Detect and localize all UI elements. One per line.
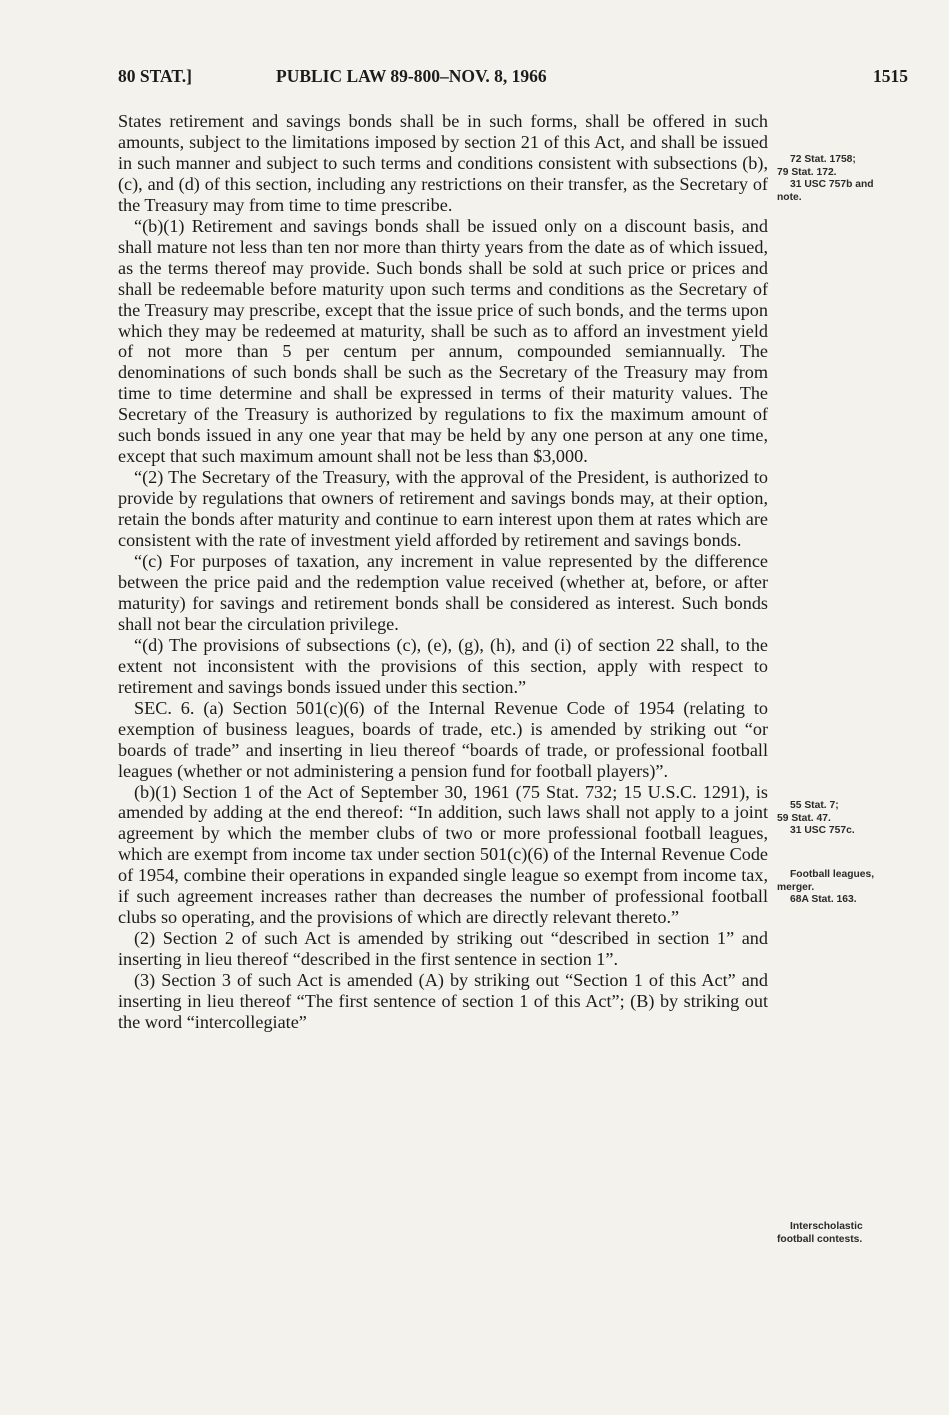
sidenote-statute-citation: 55 Stat. 7; 59 Stat. 47. 31 USC 757c. (777, 800, 855, 836)
paragraph-continuation: States retirement and savings bonds shall be in such forms, shall be offered in such amounts, subject to the limitations imposed by section 21 of this Act, and shall be issued in such manner and subject to such terms and conditions consistent with subsections (b), (c), and (d) of this section, including any restrictions on their transfer, as the Secretary of the Treasury may from time to time prescribe. (118, 111, 768, 215)
paragraph-c: “(c) For purposes of taxation, any increment in value represented by the difference between the price paid and the redemption value received (whether at, before, or after maturity) for savings and retirement bonds shall be considered as interest. Such bonds shall not bear the circulation privilege. (118, 551, 768, 634)
paragraph-b1: “(b)(1) Retirement and savings bonds shall be issued only on a discount basis, and shall mature not less than ten nor more than thirty years from the date as of which issued, as the terms thereof may provide. Such bonds shall be sold at such price or prices and shall be redeemable before maturity upon such terms and conditions as the Secretary of the Treasury may prescribe, except that the issue price of such bonds, and the terms upon which they may be redeemed at maturity, shall be such as to afford an investment yield of not more than 5 per centum per annum, compounded semiannually. The denominations of such bonds shall be such as the Secretary of the Treasury may from time to time determine and shall be expressed in terms of their maturity values. The Secretary of the Treasury is authorized by regulations to fix the maximum amount of such bonds issued in any one year that may be held by any one person at any one time, except that such maximum amount shall not be less than $3,000. (118, 215, 768, 467)
sidenote-interscholastic: Interscholastic football contests. (777, 1221, 863, 1245)
page-number: 1515 (873, 66, 908, 86)
statute-volume: 80 STAT.] (118, 66, 192, 86)
sidenote-football-leagues: Football leagues, merger. 68A Stat. 163. (777, 869, 875, 905)
paragraph-sec6a: SEC. 6. (a) Section 501(c)(6) of the Internal Revenue Code of 1954 (relating to exemption of business leagues, boards of trade, etc.) is amended by striking out “or boards of trade” and inserting in lieu thereof “boards of trade, or professional football leagues (whether or not administering a pension fund for football players)”. (118, 697, 768, 781)
sidenote-statute-citation: 72 Stat. 1758; 79 Stat. 172. 31 USC 757b and note. (777, 154, 874, 203)
page-header (118, 66, 908, 90)
paragraph-sec6b1: (b)(1) Section 1 of the Act of September 30, 1961 (75 Stat. 732; 15 U.S.C. 1291), is amended by adding at the end thereof: “In addition, such laws shall not apply to a joint agreement by which the member clubs of two or more professional football leagues, which are exempt from income tax under section 501(c)(6) of the Internal Revenue Code of 1954, combine their operations in expanded single league so exempt from income tax, if such agreement increases rather than decreases the number of professional football clubs so operating, and the provisions of which are directly relevant thereto.” (118, 781, 768, 928)
running-title: PUBLIC LAW 89-800–NOV. 8, 1966 (276, 66, 547, 86)
paragraph-sec6b3: (3) Section 3 of such Act is amended (A) by striking out “Section 1 of this Act” and inserting in lieu thereof “The first sentence of section 1 of this Act”; (B) by striking out the word “intercollegiate” (118, 970, 768, 1032)
paragraph-d: “(d) The provisions of subsections (c), (e), (g), (h), and (i) of section 22 shall, to the extent not inconsistent with the provisions of this section, apply with respect to retirement and savings bonds issued under this section.” (118, 634, 768, 697)
paragraph-sec6b2: (2) Section 2 of such Act is amended by striking out “described in section 1” and inserting in lieu thereof “described in the first sentence in section 1”. (118, 928, 768, 970)
body-text (118, 111, 768, 1033)
paragraph-b2: “(2) The Secretary of the Treasury, with the approval of the President, is authorized to provide by regulations that owners of retirement and savings bonds may, at their option, retain the bonds after maturity and continue to earn interest upon them at rates which are consistent with the rate of investment yield afforded by retirement and savings bonds. (118, 467, 768, 551)
